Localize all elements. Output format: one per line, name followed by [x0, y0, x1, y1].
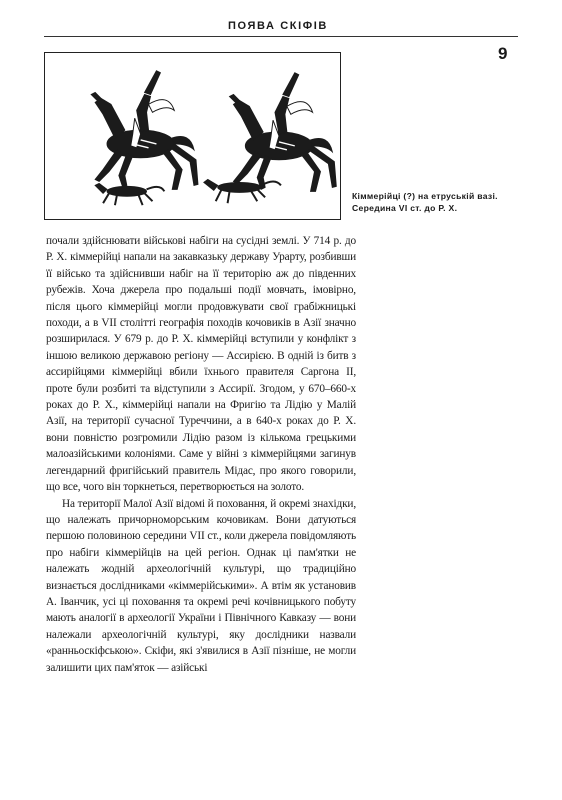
left-horseman — [91, 71, 198, 190]
cimmerian-horsemen-image — [45, 53, 340, 219]
body-paragraph: На території Малої Азії відомі й поховання, й окремі знахідки, що належать причорноморським кочовикам. Вони датуються першою половиною середини VII ст., коли джерела повідомляють про набіги кіммерійців на цей регіон. Однак ці пам'ятки не належать жодній археологічній культурі, що традиційно визнається дослідниками «кіммерійськими». А втім як установив А. Іванчик, усі ці поховання та окремі речі кочівницького побуту мають аналогії в археології України і Північного Кавказу — вони належали археологічній культурі, яку дослідники назвали «ранньоскіфською». Скіфи, які з'явилися в Азії пізніше, не могли залишити цих пам'яток — азійські — [46, 497, 356, 674]
right-horseman — [230, 73, 337, 192]
running-header-title: ПОЯВА СКІФІВ — [228, 20, 328, 32]
body-text — [46, 233, 356, 676]
header-rule — [44, 36, 518, 37]
figure-caption: Кіммерійці (?) на етруській вазі. Середина VI ст. до Р. Х. — [352, 191, 498, 213]
figure-illustration — [44, 52, 341, 220]
left-dog — [95, 183, 164, 205]
right-dog — [204, 179, 281, 203]
body-paragraph: почали здійснювати військові набіги на сусідні землі. У 714 р. до Р. Х. кіммерійці напали на закавказьку державу Урарту, розбивши її військо та здійснивши набіг на її територію аж до південних рубежів. Хоча джерела про подальші події мовчать, імовірно, після цього кіммерійці могли продовжувати свої грабіжницькі походи, а в VII столітті географія походів кочовиків в Азії значно розширилася. У 679 р. до Р. Х. кіммерійці вступили у конфлікт з іншою великою державою регіону — Ассирією. В одній із битв з ассирійцями кіммерійці вбили їхнього правителя Саргона II, проте були розбиті та відступили з Ассирії. Згодом, у 670–660-х роках до Р. Х., кіммерійці напали на Фригію та Лідію у Малій Азії, на території сучасної Туреччини, а в 640-х роках до Р. Х. вони повністю розгромили Лідію разом із кількома грецькими малоазійськими колоніями. Саме у війні з кіммерійцями загинув легендарний фригійський правитель Мідас, про якого говорили, що все, чого він торкнеться, перетворюється на золото. — [46, 235, 356, 494]
page-number: 9 — [498, 44, 508, 63]
